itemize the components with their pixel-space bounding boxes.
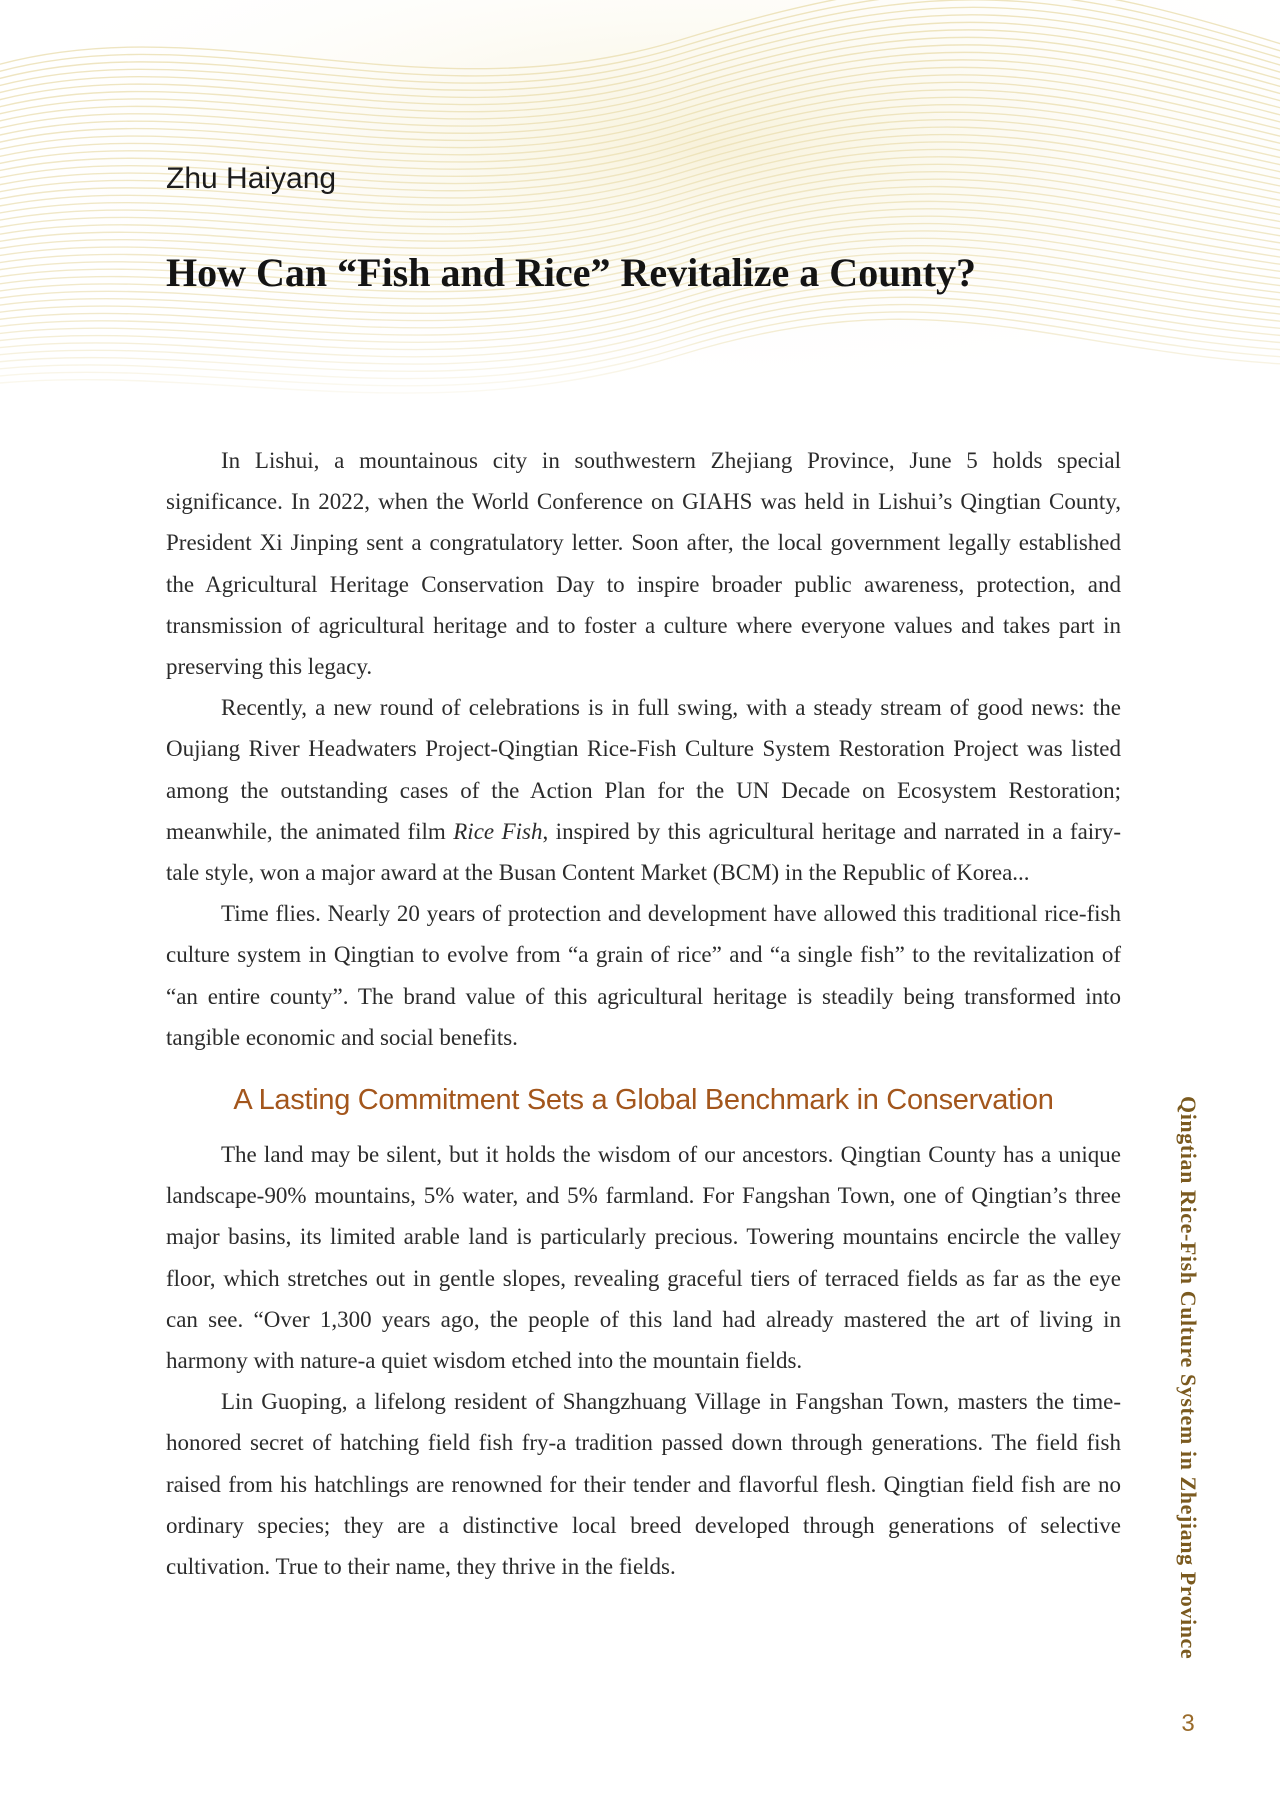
article-body — [166, 440, 1121, 1587]
paragraph-section-1: The land may be silent, but it holds the wisdom of our ancestors. Qingtian County has a unique landscape-90% mountains, 5% water, and 5% farmland. For Fangshan Town, one of Qingtian’s three major basins, its limited arable land is particularly precious. Towering mountains encircle the valley floor, which stretches out in gentle slopes, revealing graceful tiers of terraced fields as far as the eye can see. “Over 1,300 years ago, the people of this land had already mastered the art of living in harmony with nature-a quiet wisdom etched into the mountain fields. — [166, 1142, 1121, 1374]
running-title-text: Qingtian Rice-Fish Culture System in Zhejiang Province — [1176, 1096, 1201, 1660]
article-title: How Can “Fish and Rice” Revitalize a County? — [166, 250, 976, 295]
paragraph-section-2: Lin Guoping, a lifelong resident of Shangzhuang Village in Fangshan Town, masters the time-honored secret of hatching field fish fry-a tradition passed down through generations. The field fish raised from his hatchlings are renowned for their tender and flavorful flesh. Qingtian field fish are no ordinary species; they are a distinctive local breed developed through generations of selective cultivation. True to their name, they thrive in the fields. — [166, 1389, 1121, 1580]
page-number: 3 — [1181, 1710, 1195, 1737]
paragraph-intro-2-part-b: , inspired by this agricultural heritage and narrated in a fairy-tale style, won a major award at the Busan Content Market (BCM) in the Republic of Korea... — [166, 818, 1121, 886]
film-title-rice-fish: Rice Fish — [453, 818, 543, 844]
running-title-sidebar — [1160, 1096, 1216, 1676]
paragraph-intro-3: Time flies. Nearly 20 years of protection and development have allowed this traditional rice-fish culture system in Qingtian to evolve from “a grain of rice” and “a single fish” to the revitalization of “an entire county”. The brand value of this agricultural heritage is steadily being transformed into tangible economic and social benefits. — [166, 901, 1121, 1050]
author-name: Zhu Haiyang — [166, 162, 337, 195]
paragraph-intro-2 — [166, 687, 1121, 893]
section-heading: A Lasting Commitment Sets a Global Benchmark in Conservation — [233, 1084, 1054, 1117]
paragraph-intro-2-part-a: Recently, a new round of celebrations is in full swing, with a steady stream of good news: the Oujiang River Headwaters Project-Qingtian Rice-Fish Culture System Restoration Project was listed among the outstanding cases of the Action Plan for the UN Decade on Ecosystem Restoration; meanwhile, the animated film — [166, 695, 1121, 844]
paragraph-intro-1: In Lishui, a mountainous city in southwestern Zhejiang Province, June 5 holds special significance. In 2022, when the World Conference on GIAHS was held in Lishui’s Qingtian County, President Xi Jinping sent a congratulatory letter. Soon after, the local government legally established the Agricultural Heritage Conservation Day to inspire broader public awareness, protection, and transmission of agricultural heritage and to foster a culture where everyone values and takes part in preserving this legacy. — [166, 448, 1121, 680]
